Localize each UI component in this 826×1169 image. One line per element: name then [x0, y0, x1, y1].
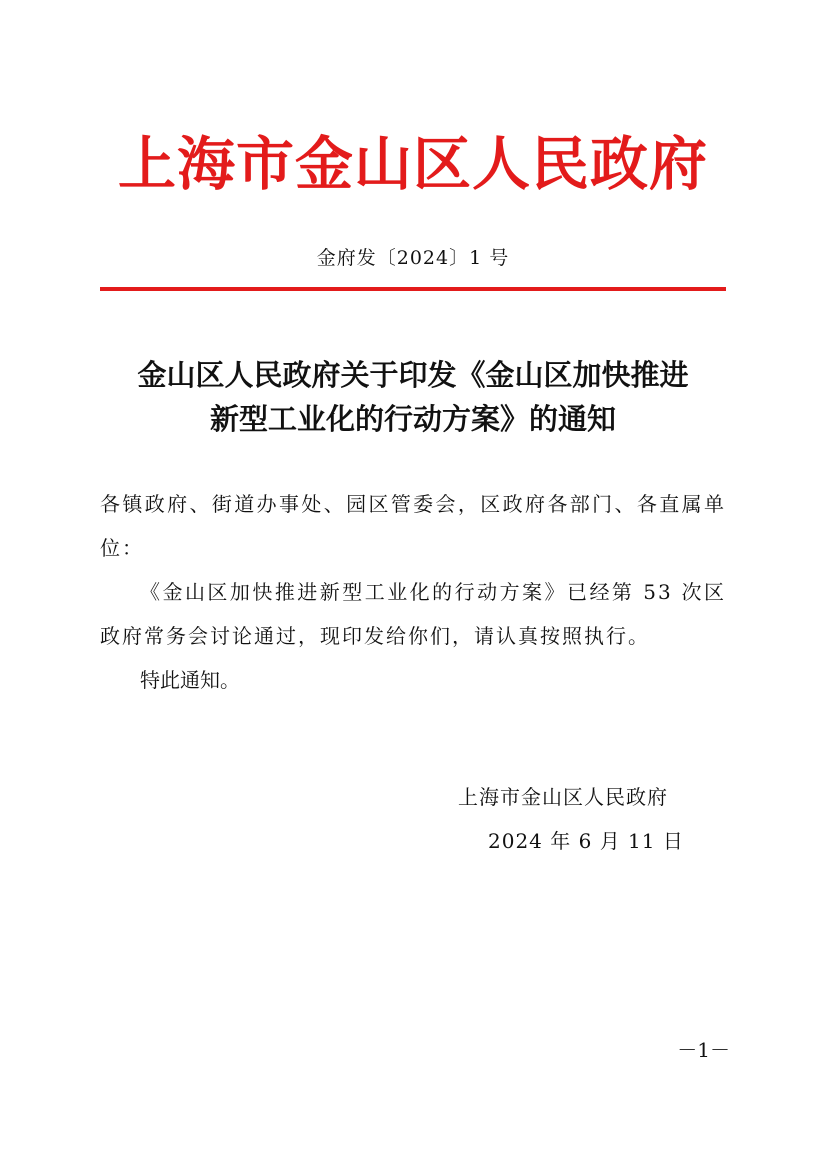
signature-organization: 上海市金山区人民政府: [458, 785, 668, 809]
recipients-line: 各镇政府、街道办事处、园区管委会，区政府各部门、各直属单位：: [100, 492, 726, 560]
notice-title-line-1: 金山区人民政府关于印发《金山区加快推进: [137, 358, 689, 392]
document-number: 金府发〔2024〕1 号: [316, 247, 510, 269]
red-separator-rule: [100, 287, 726, 291]
notice-title-line-2: 新型工业化的行动方案》的通知: [209, 402, 616, 436]
signature-block: [440, 775, 700, 863]
body-paragraph: 《金山区加快推进新型工业化的行动方案》已经第 53 次区政府常务会讨论通过，现印发给你们，请认真按照执行。: [100, 580, 726, 648]
signature-date: 2024 年 6 月 11 日: [488, 829, 684, 853]
notice-title: [60, 353, 766, 441]
masthead-title: 上海市金山区人民政府: [117, 130, 708, 198]
closing-line: 特此通知。: [140, 668, 240, 692]
notice-body: [100, 482, 726, 702]
page-number: －1－: [677, 1038, 730, 1062]
